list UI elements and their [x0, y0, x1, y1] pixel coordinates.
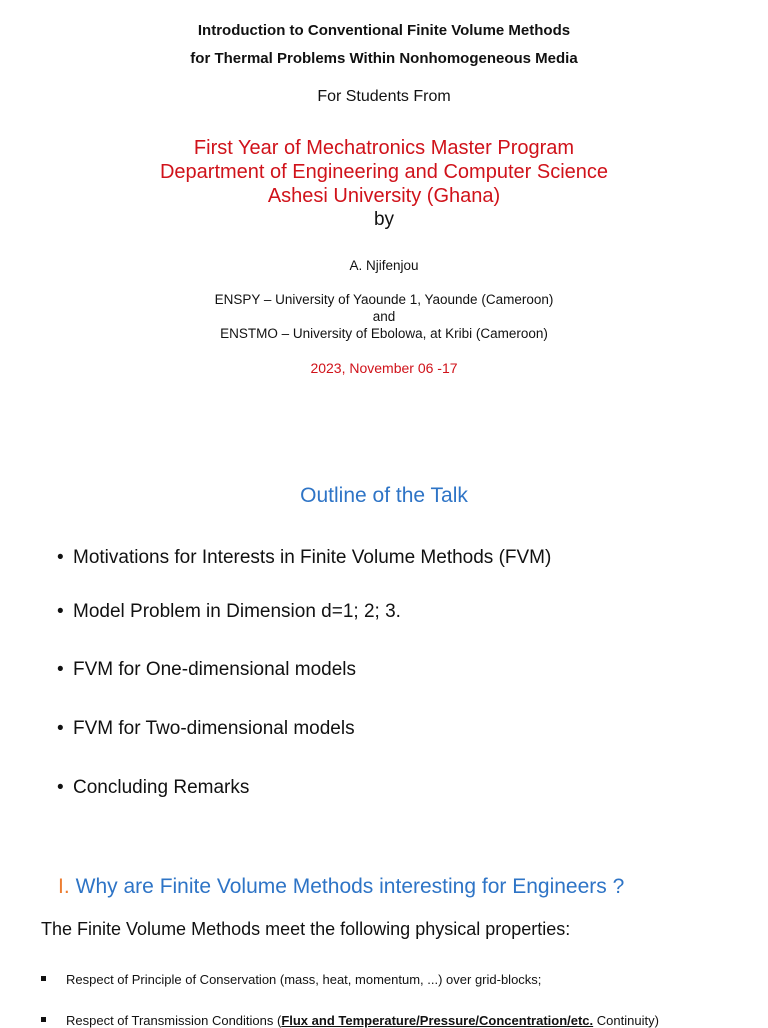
title-line-1: Introduction to Conventional Finite Volume Methods — [197, 22, 571, 39]
date-label: 2023, November 06 -17 — [310, 360, 458, 376]
bullet-dot-icon: • — [57, 718, 64, 739]
outline-title: Outline of the Talk — [300, 484, 468, 507]
list-item-text: Continuity) — [593, 1013, 659, 1028]
section-intro: The Finite Volume Methods meet the following physical properties: — [41, 919, 571, 939]
list-item — [41, 972, 541, 987]
bullet-dot-icon: • — [57, 777, 64, 798]
bullet-dot-icon: • — [57, 659, 64, 680]
outline-item-label: FVM for Two-dimensional models — [73, 718, 355, 739]
outline-item — [57, 601, 401, 623]
affiliation-line-1: ENSPY – University of Yaounde 1, Yaounde (Cameroon) — [214, 292, 554, 307]
section-number: I. — [58, 875, 70, 898]
by-label: by — [373, 209, 395, 230]
audience-label: For Students From — [317, 88, 451, 105]
list-item-text: Respect of Transmission Conditions ( — [66, 1013, 282, 1028]
outline-item-label: Concluding Remarks — [73, 777, 250, 798]
outline-item — [57, 659, 356, 681]
author-name: A. Njifenjou — [349, 258, 419, 273]
outline-item-label: Motivations for Interests in Finite Volume Methods (FVM) — [73, 547, 552, 568]
outline-item-label: Model Problem in Dimension d=1; 2; 3. — [73, 601, 401, 622]
outline-item — [57, 547, 551, 569]
section-heading — [58, 875, 624, 899]
outline-item-label: FVM for One-dimensional models — [73, 659, 356, 680]
square-bullet-icon — [41, 1017, 46, 1022]
list-item-emphasis: Flux and Temperature/Pressure/Concentration/etc. — [281, 1013, 594, 1028]
title-line-2: for Thermal Problems Within Nonhomogeneous Media — [190, 50, 578, 67]
bullet-dot-icon: • — [57, 547, 64, 568]
affiliation-line-2: ENSTMO – University of Ebolowa, at Kribi (Cameroon) — [220, 326, 548, 341]
program-line-2: Department of Engineering and Computer Science — [159, 161, 609, 183]
bullet-dot-icon: • — [57, 601, 64, 622]
affiliation-and: and — [372, 309, 396, 324]
square-bullet-icon — [41, 976, 46, 981]
program-line-1: First Year of Mechatronics Master Program — [193, 137, 575, 159]
program-line-3: Ashesi University (Ghana) — [267, 185, 501, 207]
section-heading-text: Why are Finite Volume Methods interesting for Engineers ? — [75, 875, 625, 898]
outline-item — [57, 777, 249, 799]
outline-item — [57, 718, 355, 740]
list-item — [41, 1013, 659, 1028]
list-item-text: Respect of Principle of Conservation (mass, heat, momentum, ...) over grid-blocks; — [66, 972, 542, 987]
